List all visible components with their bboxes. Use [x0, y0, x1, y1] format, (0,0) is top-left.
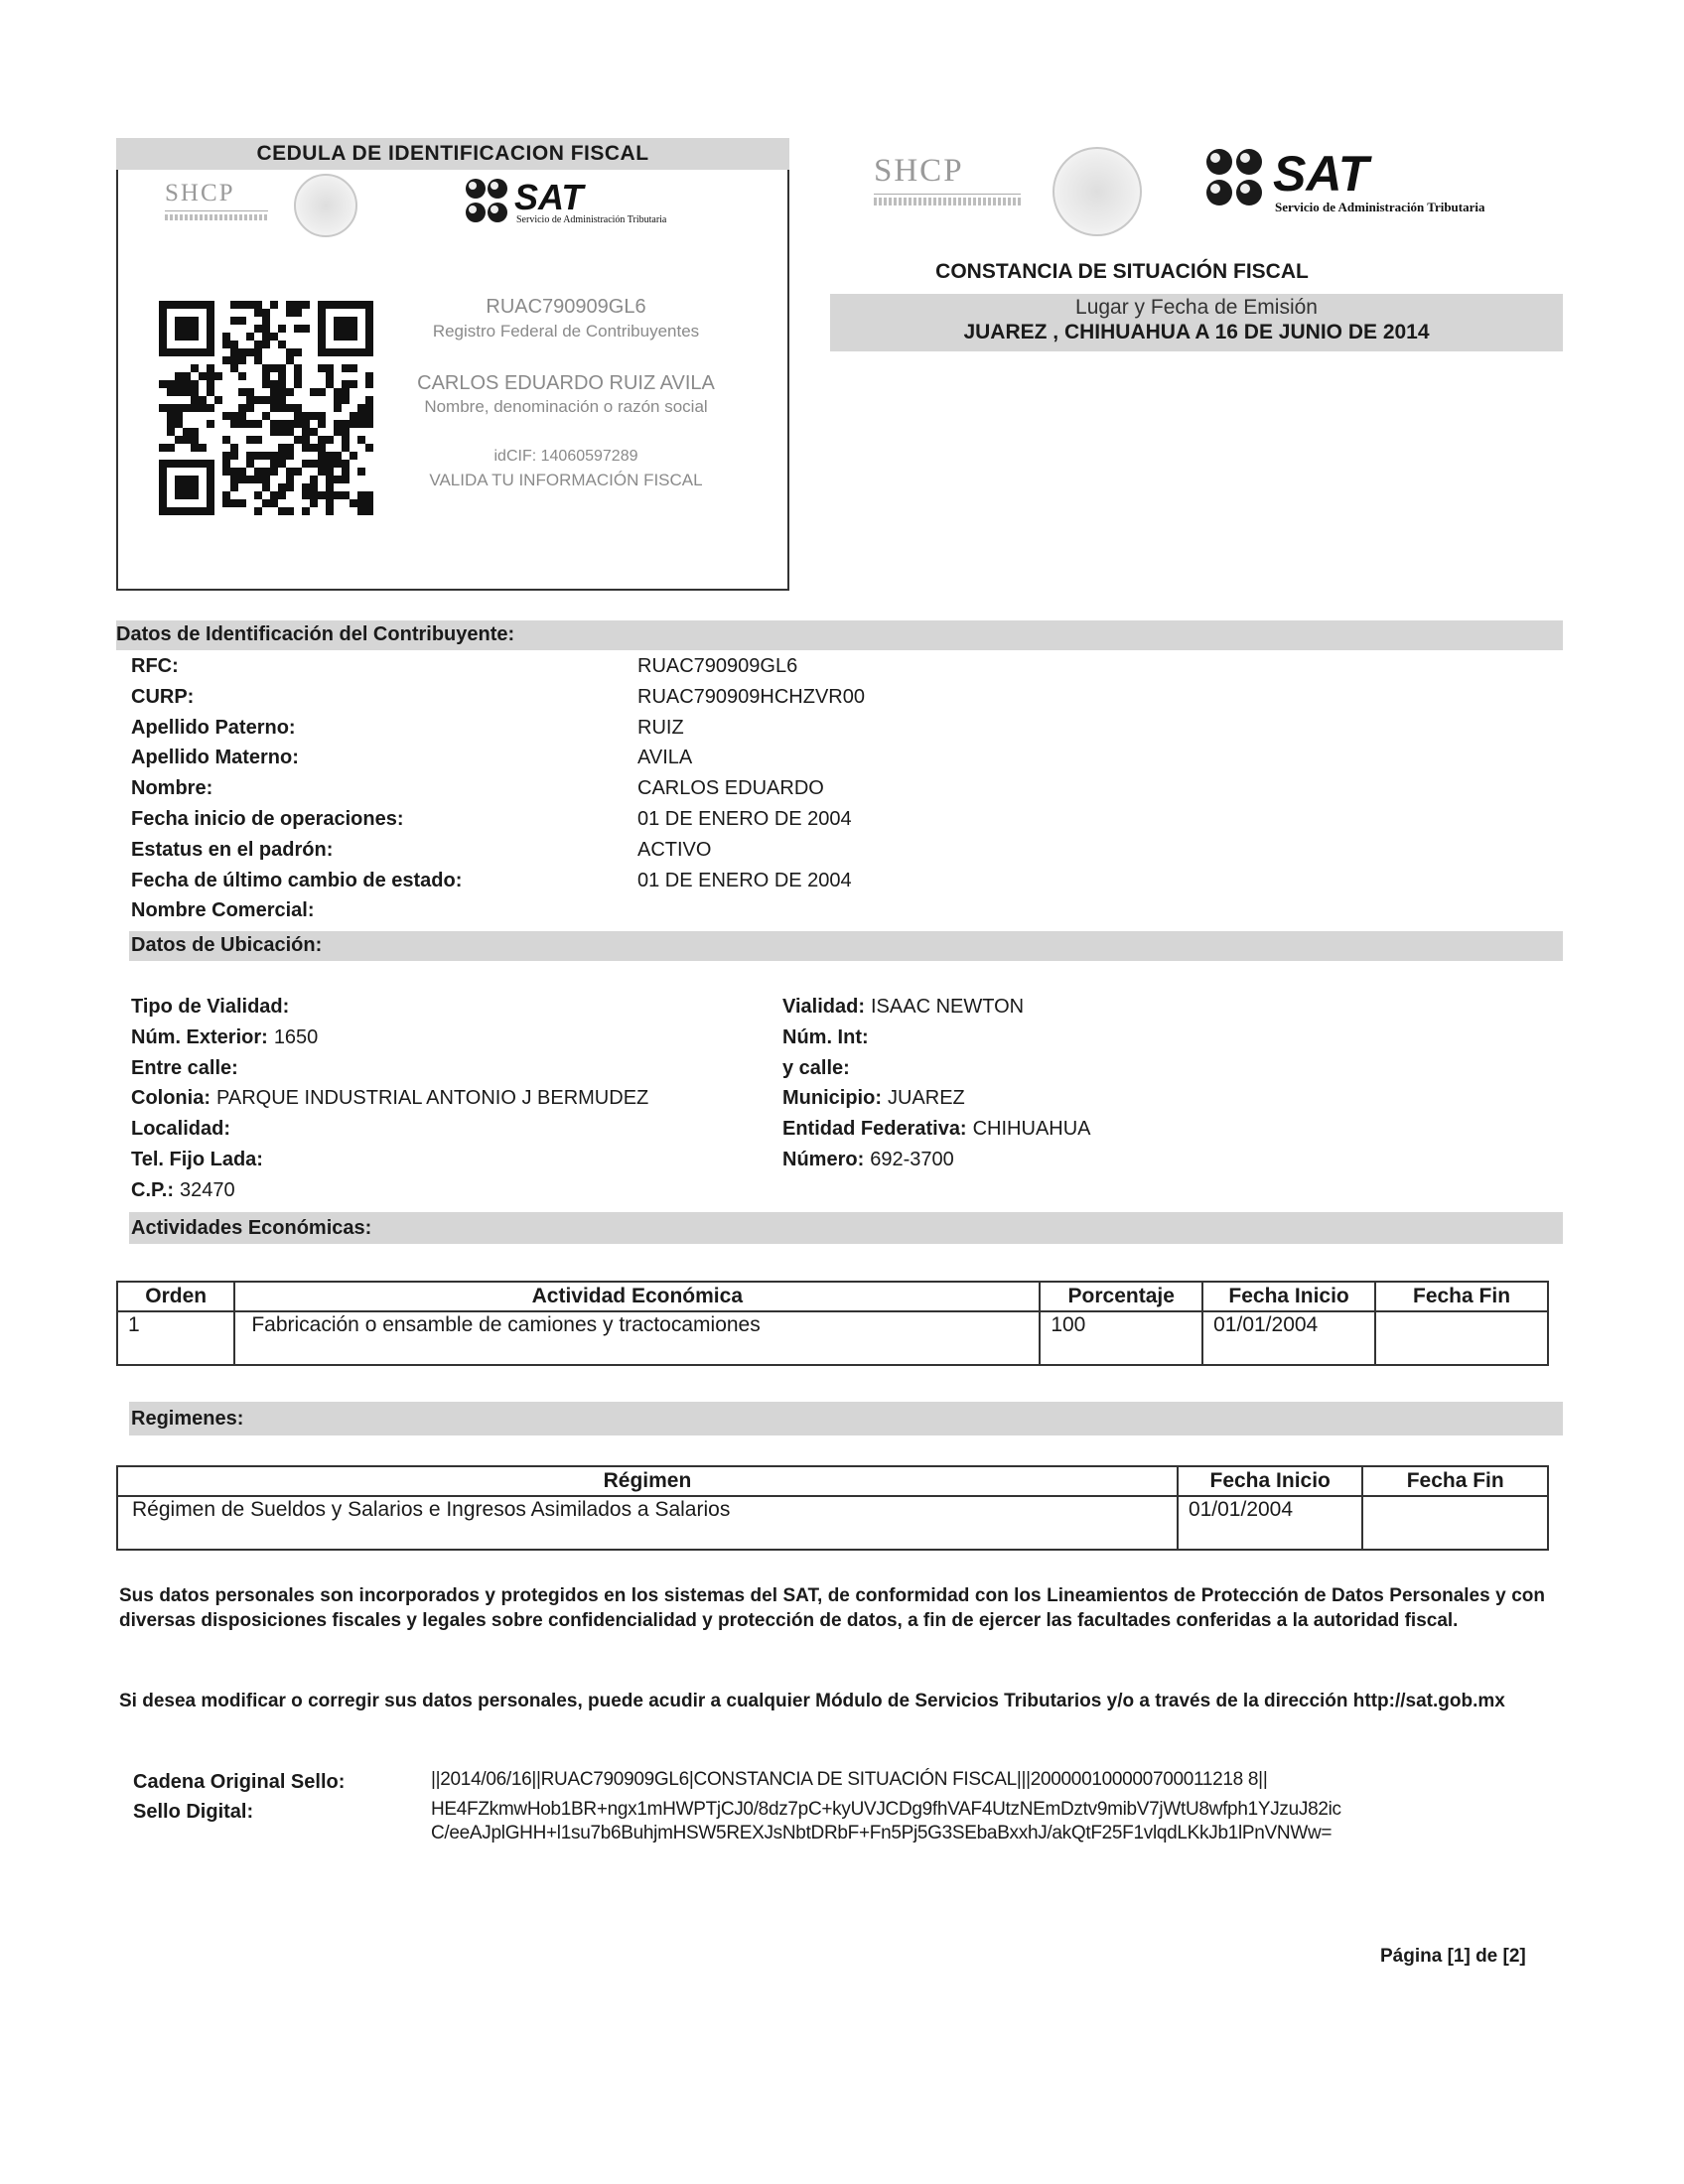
ident-label: CURP: [131, 685, 195, 708]
sat-dots-large-icon [1204, 147, 1264, 208]
actividades-table [116, 1281, 1549, 1366]
sat-logo-text: SAT [1273, 146, 1369, 202]
ident-label: Apellido Materno: [131, 747, 299, 769]
sat-logo [1204, 147, 1264, 213]
ident-value: RUAC790909HCHZVR00 [637, 685, 865, 708]
ubicacion-row [131, 1087, 648, 1110]
cedula-name: CARLOS EDUARDO RUIZ AVILA [417, 372, 715, 394]
sello-digital-label: Sello Digital: [133, 1801, 254, 1823]
col-actividad: Actividad Económica [234, 1282, 1040, 1311]
shcp-logo-rule [165, 210, 268, 211]
cedula-rfc: RUAC790909GL6 [486, 296, 646, 318]
ubicacion-value: CHIHUAHUA [972, 1118, 1091, 1141]
ident-value: ACTIVO [637, 838, 712, 861]
ident-value: AVILA [637, 747, 693, 769]
col-regimen-fecha-fin: Fecha Fin [1362, 1466, 1548, 1496]
shcp-logo-text: SHCP [165, 180, 235, 206]
sat-dots-icon [465, 177, 508, 224]
ubicacion-label: y calle: [782, 1056, 850, 1079]
ubicacion-value: 692-3700 [870, 1149, 954, 1170]
shcp-logo-large-text: SHCP [874, 153, 964, 189]
ubicacion-row [131, 1179, 235, 1202]
ubicacion-row [131, 1026, 318, 1049]
regimenes-bar [129, 1402, 1563, 1435]
cedula-title: CEDULA DE IDENTIFICACION FISCAL [256, 142, 649, 165]
ubicacion-label: Tipo de Vialidad: [131, 996, 290, 1018]
emission-caption: Lugar y Fecha de Emisión [1075, 296, 1318, 319]
cell-actividad: Fabricación o ensamble de camiones y tractocamiones [234, 1311, 1040, 1365]
cedula-validate: VALIDA TU INFORMACIÓN FISCAL [429, 471, 703, 489]
ident-value: RUIZ [637, 716, 684, 739]
emission-value: JUAREZ , CHIHUAHUA A 16 DE JUNIO DE 2014 [963, 321, 1430, 343]
ubicacion-row [782, 1026, 875, 1049]
ubicacion-value: 32470 [179, 1178, 235, 1201]
ubicacion-row [782, 1057, 856, 1080]
ubicacion-label: Número: [782, 1149, 865, 1170]
ubicacion-row [782, 996, 1024, 1019]
cell-orden: 1 [117, 1311, 234, 1365]
sello-digital-line2: C/eeAJplGHH+l1su7b6BuhjmHSW5REXJsNbtDRbF+Fn5Pj5G3SEbaBxxhJ/akQtF25F1vlqdLKkJb1lPnVNWw= [431, 1823, 1333, 1843]
cell-regimen: Régimen de Sueldos y Salarios e Ingresos Asimilados a Salarios [117, 1496, 1178, 1550]
cedula-rfc-caption: Registro Federal de Contribuyentes [432, 322, 700, 341]
ubicacion-row [782, 1149, 954, 1171]
qr-code [159, 301, 373, 515]
ident-label: Estatus en el padrón: [131, 838, 334, 861]
ubicacion-label: Núm. Exterior: [131, 1025, 268, 1048]
ubicacion-value: 1650 [273, 1025, 319, 1048]
ident-label: Nombre: [131, 777, 213, 800]
shcp-logo [874, 153, 1021, 205]
table-row [117, 1496, 1548, 1550]
qr-code-graphic [159, 301, 373, 515]
col-orden: Orden [117, 1282, 234, 1311]
cadena-label: Cadena Original Sello: [133, 1771, 346, 1793]
shcp-logo-large-caption-lines [874, 198, 1021, 205]
cell-regimen-fecha-fin [1362, 1496, 1548, 1550]
ident-label: RFC: [131, 655, 179, 677]
sello-digital-line1: HE4FZkmwHob1BR+ngx1mHWPTjCJ0/8dz7pC+kyUVJCDg9fhVAF4UtzNEmDztv9mibV7jWtU8wfph1YJzuJ82ic [431, 1799, 1341, 1820]
shcp-logo-small [165, 180, 268, 220]
ubicacion-label: Tel. Fijo Lada: [131, 1149, 263, 1170]
ubicacion-label: Localidad: [131, 1118, 231, 1141]
sat-subtitle-small: Servicio de Administración Tributaria [516, 214, 667, 225]
table-row [117, 1311, 1548, 1365]
shcp-logo-caption-lines [165, 214, 268, 220]
page-number: Página [1] de [2] [1380, 1946, 1526, 1967]
col-fecha-fin: Fecha Fin [1375, 1282, 1548, 1311]
ubicacion-row [782, 1087, 965, 1110]
identificacion-title: Datos de Identificación del Contribuyente: [116, 623, 515, 645]
ubicacion-value: PARQUE INDUSTRIAL ANTONIO J BERMUDEZ [216, 1087, 649, 1110]
sat-subtitle: Servicio de Administración Tributaria [1275, 200, 1485, 214]
actividades-header-row [117, 1282, 1548, 1311]
ident-value: RUAC790909GL6 [637, 655, 798, 677]
ident-label: Apellido Paterno: [131, 716, 296, 739]
ubicacion-row [131, 1149, 269, 1171]
col-porcentaje: Porcentaje [1040, 1282, 1202, 1311]
ident-value: 01 DE ENERO DE 2004 [637, 808, 852, 830]
ubicacion-label: Entidad Federativa: [782, 1118, 967, 1141]
ident-label: Fecha de último cambio de estado: [131, 869, 463, 891]
ubicacion-title: Datos de Ubicación: [131, 934, 323, 956]
ubicacion-row [131, 1057, 244, 1080]
ubicacion-value: ISAAC NEWTON [871, 996, 1025, 1018]
privacy-notice: Sus datos personales son incorporados y protegidos en los sistemas del SAT, de conformidad con los Lineamientos de Protección de Datos Personales y con diversas disposiciones fiscales y legales sobre confidencialidad y protección de datos, a fin de ejercer las facultades conferidas a la autoridad fiscal. [119, 1585, 1545, 1631]
cadena-value: ||2014/06/16||RUAC790909GL6|CONSTANCIA DE SITUACIÓN FISCAL|||200000100000700011218 8|| [431, 1769, 1268, 1790]
col-regimen-fecha-inicio: Fecha Inicio [1178, 1466, 1363, 1496]
ident-label: Fecha inicio de operaciones: [131, 808, 404, 830]
sat-logo-small [465, 177, 508, 229]
cell-porcentaje: 100 [1040, 1311, 1202, 1365]
ubicacion-label: Vialidad: [782, 996, 865, 1018]
cedula-name-caption: Nombre, denominación o razón social [424, 397, 708, 416]
regimenes-table [116, 1465, 1549, 1551]
cell-fecha-fin [1375, 1311, 1548, 1365]
regimenes-title: Regimenes: [131, 1408, 244, 1430]
ubicacion-row [131, 1118, 236, 1141]
ubicacion-label: Núm. Int: [782, 1025, 869, 1048]
ubicacion-value: JUAREZ [887, 1087, 965, 1110]
ident-value: 01 DE ENERO DE 2004 [637, 869, 852, 891]
ident-value: CARLOS EDUARDO [637, 777, 824, 800]
ubicacion-bar [129, 931, 1563, 961]
ident-label: Nombre Comercial: [131, 899, 315, 922]
shcp-logo-large-rule [874, 194, 1021, 195]
sat-logo-text-small: SAT [514, 177, 584, 217]
col-regimen: Régimen [117, 1466, 1178, 1496]
cedula-idcif: idCIF: 14060597289 [493, 448, 638, 465]
ubicacion-label: Entre calle: [131, 1056, 238, 1079]
ubicacion-label: Municipio: [782, 1087, 882, 1110]
constancia-title: CONSTANCIA DE SITUACIÓN FISCAL [935, 260, 1309, 283]
ubicacion-label: C.P.: [131, 1178, 174, 1201]
actividades-title: Actividades Económicas: [131, 1217, 372, 1239]
eagle-seal-icon [294, 174, 357, 237]
cell-fecha-inicio: 01/01/2004 [1202, 1311, 1375, 1365]
cell-regimen-fecha-inicio: 01/01/2004 [1178, 1496, 1363, 1550]
ubicacion-row [131, 996, 295, 1019]
regimenes-header-row [117, 1466, 1548, 1496]
ubicacion-label: Colonia: [131, 1087, 210, 1110]
eagle-seal-large-icon [1052, 147, 1142, 236]
col-fecha-inicio: Fecha Inicio [1202, 1282, 1375, 1311]
ubicacion-row [782, 1118, 1091, 1141]
modify-notice: Si desea modificar o corregir sus datos personales, puede acudir a cualquier Módulo de Servicios Tributarios y/o a través de la dirección http://sat.gob.mx [119, 1691, 1505, 1711]
